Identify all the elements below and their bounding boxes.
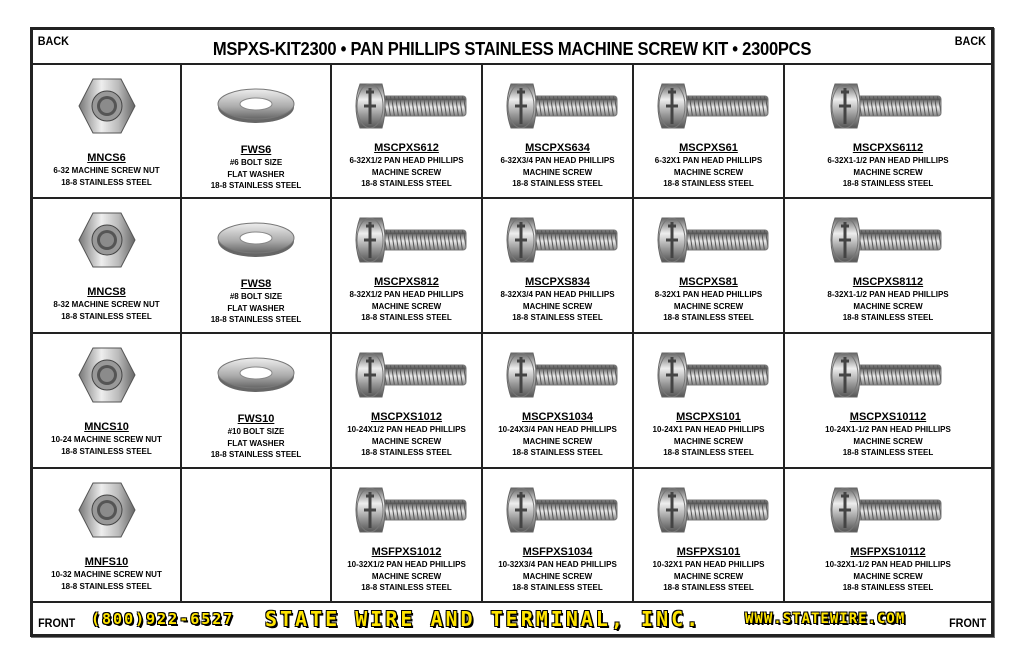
part-spec-line: 18-8 STAINLESS STEEL <box>61 581 152 591</box>
pan-head-screw-image <box>785 475 991 545</box>
part-spec-line: 10-32 MACHINE SCREW NUT <box>51 570 162 579</box>
part-spec-line: 8-32X1 PAN HEAD PHILLIPS <box>654 290 763 299</box>
part-number: MSCPXS612 <box>374 142 439 154</box>
hex-nut-image <box>33 340 180 410</box>
part-cell-mscpxs101 <box>634 334 785 469</box>
part-description <box>332 545 481 594</box>
company-logo: STATE WIRE AND TERMINAL, INC. <box>265 607 702 631</box>
part-number: MSCPXS812 <box>374 276 439 288</box>
part-spec-line: 6-32X3/4 PAN HEAD PHILLIPS <box>500 156 615 165</box>
part-description <box>634 141 783 190</box>
part-spec-line: FLAT WASHER <box>227 303 285 313</box>
part-spec-line: MACHINE SCREW <box>371 436 442 446</box>
part-number: MSCPXS61 <box>679 142 738 154</box>
pan-head-screw-image <box>483 205 632 275</box>
part-cell-fws10 <box>182 334 332 469</box>
part-spec-line: 18-8 STAINLESS STEEL <box>663 448 754 457</box>
part-spec-line: 10-32X1-1/2 PAN HEAD PHILLIPS <box>825 560 951 569</box>
part-cell-mncs10 <box>33 334 182 469</box>
part-spec-line: 18-8 STAINLESS STEEL <box>210 181 302 190</box>
back-label-left: BACK <box>37 34 69 48</box>
pan-head-screw-image <box>634 340 783 410</box>
part-description <box>483 410 632 459</box>
part-cell-msfpxs1012 <box>332 469 483 603</box>
part-number: FWS6 <box>240 144 272 156</box>
part-description <box>483 275 632 324</box>
part-cell-mscpxs6112 <box>785 65 991 199</box>
part-description <box>785 410 991 459</box>
parts-grid <box>33 65 991 603</box>
flat-washer-image <box>182 71 330 141</box>
part-number: MNCS6 <box>87 152 126 164</box>
part-cell-msfpxs101 <box>634 469 785 603</box>
pan-head-screw-image <box>634 475 783 545</box>
part-spec-line: 18-8 STAINLESS STEEL <box>663 583 754 592</box>
part-spec-line: 18-8 STAINLESS STEEL <box>842 313 934 322</box>
part-description <box>634 410 783 459</box>
pan-head-screw-image <box>332 475 481 545</box>
part-number: MSCPXS1034 <box>522 411 593 423</box>
part-spec-line: 18-8 STAINLESS STEEL <box>61 177 152 187</box>
part-spec-line: 8-32X1/2 PAN HEAD PHILLIPS <box>349 290 464 299</box>
part-cell-msfpxs10112 <box>785 469 991 603</box>
hex-nut-image <box>33 205 180 275</box>
back-label-right: BACK <box>955 34 987 48</box>
part-spec-line: MACHINE SCREW <box>522 301 593 311</box>
part-spec-line: 10-24X1/2 PAN HEAD PHILLIPS <box>347 425 466 434</box>
part-spec-line: MACHINE SCREW <box>522 167 593 177</box>
part-spec-line: 18-8 STAINLESS STEEL <box>361 448 452 457</box>
part-spec-line: MACHINE SCREW <box>673 436 744 446</box>
part-spec-line: 18-8 STAINLESS STEEL <box>663 179 754 188</box>
pan-head-screw-image <box>785 205 991 275</box>
kit-title: MSPXS-KIT2300 • PAN PHILLIPS STAINLESS MACHINE SCREW KIT • 2300PCS <box>212 39 812 59</box>
pan-head-screw-image <box>483 475 632 545</box>
part-cell-mscpxs812 <box>332 199 483 334</box>
part-number: MSFPXS1012 <box>371 546 442 558</box>
part-description <box>182 277 330 326</box>
part-cell-mscpxs81 <box>634 199 785 334</box>
part-cell-mscpxs634 <box>483 65 634 199</box>
part-spec-line: 18-8 STAINLESS STEEL <box>512 313 603 322</box>
part-description <box>33 151 180 188</box>
part-description <box>785 141 991 190</box>
part-spec-line: FLAT WASHER <box>227 169 285 179</box>
pan-head-screw-image <box>634 71 783 141</box>
empty-cell <box>182 469 332 603</box>
part-cell-msfpxs1034 <box>483 469 634 603</box>
part-number: MSFPXS101 <box>676 546 741 558</box>
pan-head-screw-image <box>785 340 991 410</box>
part-spec-line: MACHINE SCREW <box>673 301 744 311</box>
part-description <box>332 410 481 459</box>
part-spec-line: MACHINE SCREW <box>853 301 923 311</box>
part-description <box>182 412 330 461</box>
part-cell-fws6 <box>182 65 332 199</box>
part-cell-mscpxs834 <box>483 199 634 334</box>
part-spec-line: 18-8 STAINLESS STEEL <box>512 583 603 592</box>
pan-head-screw-image <box>634 205 783 275</box>
part-spec-line: MACHINE SCREW <box>522 436 593 446</box>
part-spec-line: 18-8 STAINLESS STEEL <box>210 315 302 324</box>
part-description <box>483 141 632 190</box>
flat-washer-image <box>182 205 330 275</box>
part-spec-line: 18-8 STAINLESS STEEL <box>842 179 934 188</box>
part-spec-line: MACHINE SCREW <box>673 167 744 177</box>
part-spec-line: 18-8 STAINLESS STEEL <box>361 313 452 322</box>
part-description <box>332 275 481 324</box>
part-description <box>634 545 783 594</box>
part-cell-mscpxs1012 <box>332 334 483 469</box>
part-number: MSCPXS834 <box>525 276 590 288</box>
part-spec-line: #10 BOLT SIZE <box>227 427 285 436</box>
part-description <box>33 555 180 592</box>
pan-head-screw-image <box>332 205 481 275</box>
part-number: MSCPXS10112 <box>849 411 927 423</box>
pan-head-screw-image <box>483 71 632 141</box>
part-number: MNFS10 <box>84 556 129 568</box>
part-cell-mscpxs10112 <box>785 334 991 469</box>
part-spec-line: 18-8 STAINLESS STEEL <box>361 583 452 592</box>
part-spec-line: #8 BOLT SIZE <box>229 292 283 301</box>
header <box>33 30 991 65</box>
part-description <box>785 275 991 324</box>
part-description <box>33 285 180 322</box>
part-number: MSCPXS6112 <box>852 142 924 154</box>
part-number: MNCS10 <box>84 421 129 433</box>
part-spec-line: 6-32X1 PAN HEAD PHILLIPS <box>654 156 763 165</box>
front-label-left: FRONT <box>38 616 76 630</box>
part-spec-line: 18-8 STAINLESS STEEL <box>842 583 934 592</box>
part-spec-line: 10-24X1 PAN HEAD PHILLIPS <box>652 425 765 434</box>
part-spec-line: MACHINE SCREW <box>371 301 442 311</box>
hex-nut-image <box>33 71 180 141</box>
part-spec-line: 18-8 STAINLESS STEEL <box>663 313 754 322</box>
part-cell-mnfs10 <box>33 469 182 603</box>
part-number: MNCS8 <box>87 286 126 298</box>
part-cell-mncs6 <box>33 65 182 199</box>
part-number: MSCPXS634 <box>525 142 590 154</box>
part-cell-mncs8 <box>33 199 182 334</box>
pan-head-screw-image <box>332 340 481 410</box>
phone-number: (800)922-6527 <box>91 610 235 628</box>
part-spec-line: 10-32X1/2 PAN HEAD PHILLIPS <box>347 560 466 569</box>
part-spec-line: 6-32X1-1/2 PAN HEAD PHILLIPS <box>827 156 949 165</box>
part-spec-line: 18-8 STAINLESS STEEL <box>61 311 152 321</box>
part-cell-mscpxs8112 <box>785 199 991 334</box>
flat-washer-image <box>182 340 330 410</box>
part-spec-line: 18-8 STAINLESS STEEL <box>842 448 934 457</box>
part-spec-line: 18-8 STAINLESS STEEL <box>61 446 152 456</box>
part-spec-line: MACHINE SCREW <box>853 436 923 446</box>
part-number: MSCPXS81 <box>679 276 738 288</box>
part-number: MSCPXS1012 <box>371 411 442 423</box>
part-number: MSCPXS101 <box>676 411 741 423</box>
part-description <box>182 143 330 192</box>
part-spec-line: 10-24X3/4 PAN HEAD PHILLIPS <box>498 425 617 434</box>
part-number: FWS8 <box>240 278 272 290</box>
part-number: FWS10 <box>237 413 275 425</box>
part-spec-line: 18-8 STAINLESS STEEL <box>361 179 452 188</box>
part-number: MSCPXS8112 <box>852 276 924 288</box>
part-spec-line: 18-8 STAINLESS STEEL <box>512 179 603 188</box>
part-spec-line: FLAT WASHER <box>227 438 285 448</box>
part-spec-line: MACHINE SCREW <box>853 167 923 177</box>
pan-head-screw-image <box>483 340 632 410</box>
pan-head-screw-image <box>785 71 991 141</box>
part-spec-line: 8-32X3/4 PAN HEAD PHILLIPS <box>500 290 615 299</box>
part-spec-line: 18-8 STAINLESS STEEL <box>512 448 603 457</box>
part-number: MSFPXS10112 <box>850 546 926 558</box>
part-spec-line: MACHINE SCREW <box>673 571 744 581</box>
part-spec-line: 10-24 MACHINE SCREW NUT <box>51 435 162 444</box>
part-spec-line: 10-24X1-1/2 PAN HEAD PHILLIPS <box>825 425 951 434</box>
pan-head-screw-image <box>332 71 481 141</box>
part-spec-line: #6 BOLT SIZE <box>229 158 283 167</box>
part-cell-mscpxs612 <box>332 65 483 199</box>
part-number: MSFPXS1034 <box>522 546 593 558</box>
part-spec-line: 6-32 MACHINE SCREW NUT <box>53 166 160 175</box>
part-spec-line: 10-32X3/4 PAN HEAD PHILLIPS <box>498 560 617 569</box>
part-spec-line: 6-32X1/2 PAN HEAD PHILLIPS <box>349 156 464 165</box>
hex-nut-image <box>33 475 180 545</box>
part-spec-line: MACHINE SCREW <box>853 571 923 581</box>
footer <box>33 603 991 634</box>
part-spec-line: MACHINE SCREW <box>522 571 593 581</box>
part-description <box>634 275 783 324</box>
part-spec-line: 18-8 STAINLESS STEEL <box>210 450 302 459</box>
part-description <box>483 545 632 594</box>
part-description <box>332 141 481 190</box>
part-spec-line: 8-32X1-1/2 PAN HEAD PHILLIPS <box>827 290 949 299</box>
part-spec-line: MACHINE SCREW <box>371 167 442 177</box>
part-cell-mscpxs1034 <box>483 334 634 469</box>
part-spec-line: MACHINE SCREW <box>371 571 442 581</box>
part-cell-fws8 <box>182 199 332 334</box>
part-cell-mscpxs61 <box>634 65 785 199</box>
part-spec-line: 8-32 MACHINE SCREW NUT <box>53 300 160 309</box>
website: WWW.STATEWIRE.COM <box>745 611 906 627</box>
part-description <box>33 420 180 457</box>
part-spec-line: 10-32X1 PAN HEAD PHILLIPS <box>652 560 765 569</box>
kit-label-board <box>30 27 994 637</box>
front-label-right: FRONT <box>948 616 986 630</box>
part-description <box>785 545 991 594</box>
